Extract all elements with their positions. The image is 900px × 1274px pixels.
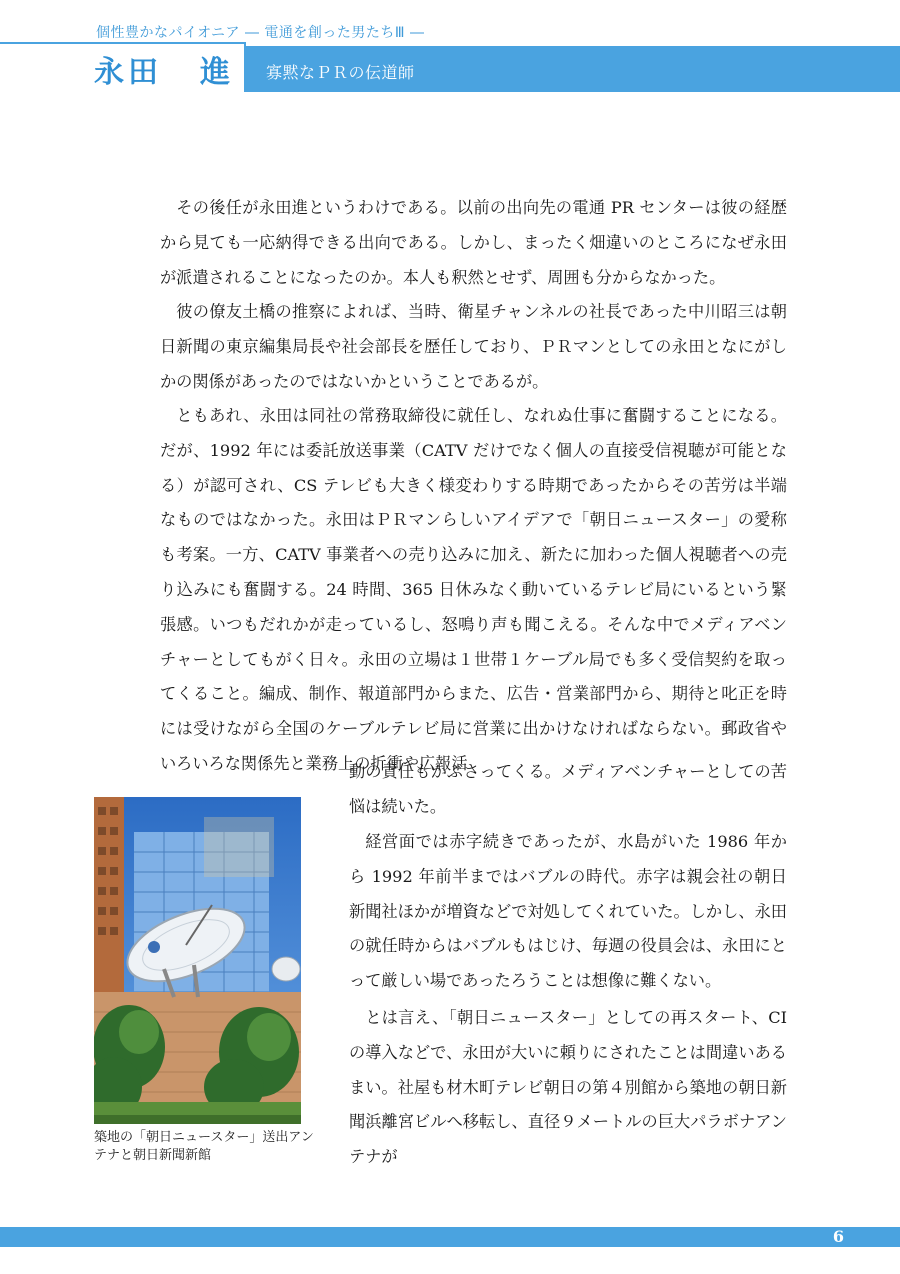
page-number: 6	[832, 1227, 844, 1246]
paragraph-4: 経営面では赤字続きであったが、水島がいた 1986 年から 1992 年前半まではバブルの時代。赤字は親会社の朝日新聞社ほかが増資などで対処してくれていた。しかし、永田の就任時からはバブルもはじけ、毎週の役員会は、永田にとって厳しい場であったろうことは想像に難くない。	[349, 832, 787, 991]
paragraph-3: ともあれ、永田は同社の常務取締役に就任し、なれぬ仕事に奮闘することになる。だが、1992 年には委託放送事業（CATV だけでなく個人の直接受信視聴が可能となる）が認可され、CS テレビも大きく様変わりする時期であったからその苦労は半端なものではなかった。永田はＰＲマンらしいアイデアで「朝日ニュースター」の愛称も考案。一方、CATV 事業者への売り込みに加え、新たに加わった個人視聴者への売り込みにも奮闘する。24 時間、365 日休みなく動いているテレビ局にいるという緊張感。いつもだれかが走っているし、怒鳴り声も聞こえる。そんな中でメディアベンチャーとしてもがく日々。永田の立場は１世帯１ケーブル局でも多く受信契約を取ってくること。編成、制作、報道部門からまた、広告・営業部門から、期待と叱正を時には受けながら全国のケーブルテレビ局に営業に出かけなければならない。郵政省やいろいろな関係先と業務上の折衝や広報活	[160, 406, 787, 773]
name-family: 進	[200, 55, 234, 90]
name-given: 永田	[94, 55, 162, 90]
series-title: 個性豊かなパイオニア ― 電通を創った男たちⅢ ―	[96, 25, 425, 41]
photo-caption: 築地の「朝日ニュースター」送出アンテナと朝日新聞新館	[94, 1130, 314, 1163]
chapter-subtitle: 寡黙なＰＲの伝道師	[266, 63, 415, 82]
antenna-building-photo	[94, 797, 301, 1124]
paragraph-1: その後任が永田進というわけである。以前の出向先の電通 PR センターは彼の経歴から見ても一応納得できる出向である。しかし、まったく畑違いのところになぜ永田が派遣されることになったのか。本人も釈然とせず、周囲も分からなかった。	[160, 198, 787, 287]
person-name	[94, 47, 234, 91]
footer-band	[0, 1227, 900, 1247]
paragraph-2: 彼の僚友土橋の推察によれば、当時、衛星チャンネルの社長であった中川昭三は朝日新聞の東京編集局長や社会部長を歴任しており、ＰＲマンとしての永田となにがしかの関係があったのではないかということであるが。	[160, 302, 787, 391]
paragraph-5: とは言え、「朝日ニュースター」としての再スタート、CI の導入などで、永田が大いに頼りにされたことは間違いあるまい。社屋も材木町テレビ朝日の第４別館から築地の朝日新聞浜離宮ビルへ移転し、直径９メートルの巨大パラボナアンテナが	[349, 1008, 787, 1167]
paragraph-3-continued: 動の責任もかぶさってくる。メディアベンチャーとしての苦悩は続いた。	[349, 762, 787, 816]
